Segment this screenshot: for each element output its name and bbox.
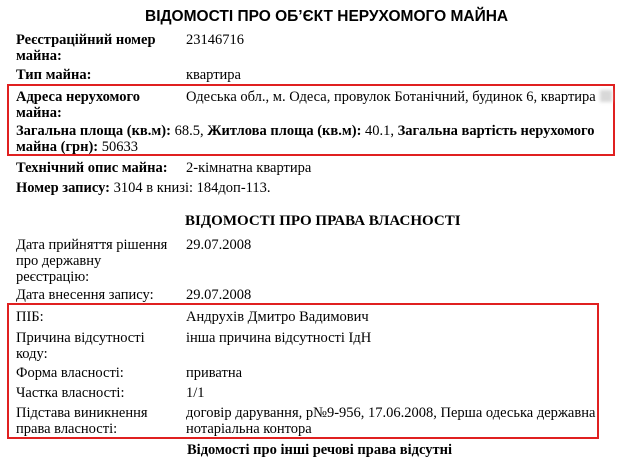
basis-label-1: Підстава виникнення	[16, 405, 148, 421]
address-label-1: Адреса нерухомого	[16, 89, 140, 105]
decision-date-value: 29.07.2008	[186, 237, 252, 253]
living-area-value: 40.1,	[365, 123, 395, 139]
cost-label-1: Загальна вартість нерухомого	[397, 123, 595, 139]
reason-label-2: коду:	[16, 346, 48, 362]
cost-label-2: майна (грн):	[16, 139, 99, 155]
name-label: ПІБ:	[16, 309, 44, 325]
area-cost-line	[16, 123, 595, 140]
redacted-apartment-number	[600, 90, 612, 102]
tech-value: 2-кімнатна квартира	[186, 160, 312, 176]
type-label: Тип майна:	[16, 67, 92, 83]
share-value: 1/1	[186, 385, 205, 401]
reg-number-label-1: Реєстраційний номер	[16, 32, 156, 48]
type-value: квартира	[186, 67, 241, 83]
form-label: Форма власності:	[16, 365, 124, 381]
decision-date-label-3: реєстрацію:	[16, 269, 90, 285]
address-value-line	[186, 89, 612, 106]
record-label: Номер запису:	[16, 180, 110, 196]
cost-value: 50633	[101, 139, 138, 155]
record-line	[16, 180, 270, 197]
cost-line-2	[16, 139, 138, 156]
tech-label: Технічний опис майна:	[16, 160, 168, 176]
reason-value: інша причина відсутності ІдН	[186, 330, 372, 346]
name-value: Андрухів Дмитро Вадимович	[186, 309, 369, 325]
reason-label-1: Причина відсутності	[16, 330, 145, 346]
basis-value-1: договір дарування, р№9-956, 17.06.2008, Перша одеська державна	[186, 405, 596, 421]
object-section-title: ВІДОМОСТІ ПРО ОБ’ЄКТ НЕРУХОМОГО МАЙНА	[145, 8, 509, 25]
share-label: Частка власності:	[16, 385, 125, 401]
reg-number-label-2: майна:	[16, 48, 62, 64]
total-area-value: 68.5,	[174, 123, 204, 139]
basis-value-2: нотаріальна контора	[186, 421, 312, 437]
decision-date-label-2: про державну	[16, 253, 102, 269]
rights-section-title: ВІДОМОСТІ ПРО ПРАВА ВЛАСНОСТІ	[185, 213, 461, 229]
total-area-label: Загальна площа (кв.м):	[16, 123, 171, 139]
form-value: приватна	[186, 365, 243, 381]
entry-date-value: 29.07.2008	[186, 287, 252, 303]
record-value: 3104 в книзі: 184доп-113.	[113, 180, 271, 196]
address-value: Одеська обл., м. Одеса, провулок Ботанічний, будинок 6, квартира	[186, 89, 596, 105]
footer-note: Відомості про інші речові права відсутні	[187, 442, 452, 458]
entry-date-label: Дата внесення запису:	[16, 287, 154, 303]
basis-label-2: права власності:	[16, 421, 118, 437]
address-label-2: майна:	[16, 105, 62, 121]
living-area-label: Житлова площа (кв.м):	[207, 123, 362, 139]
reg-number-value: 23146716	[186, 32, 244, 48]
decision-date-label-1: Дата прийняття рішення	[16, 237, 168, 253]
